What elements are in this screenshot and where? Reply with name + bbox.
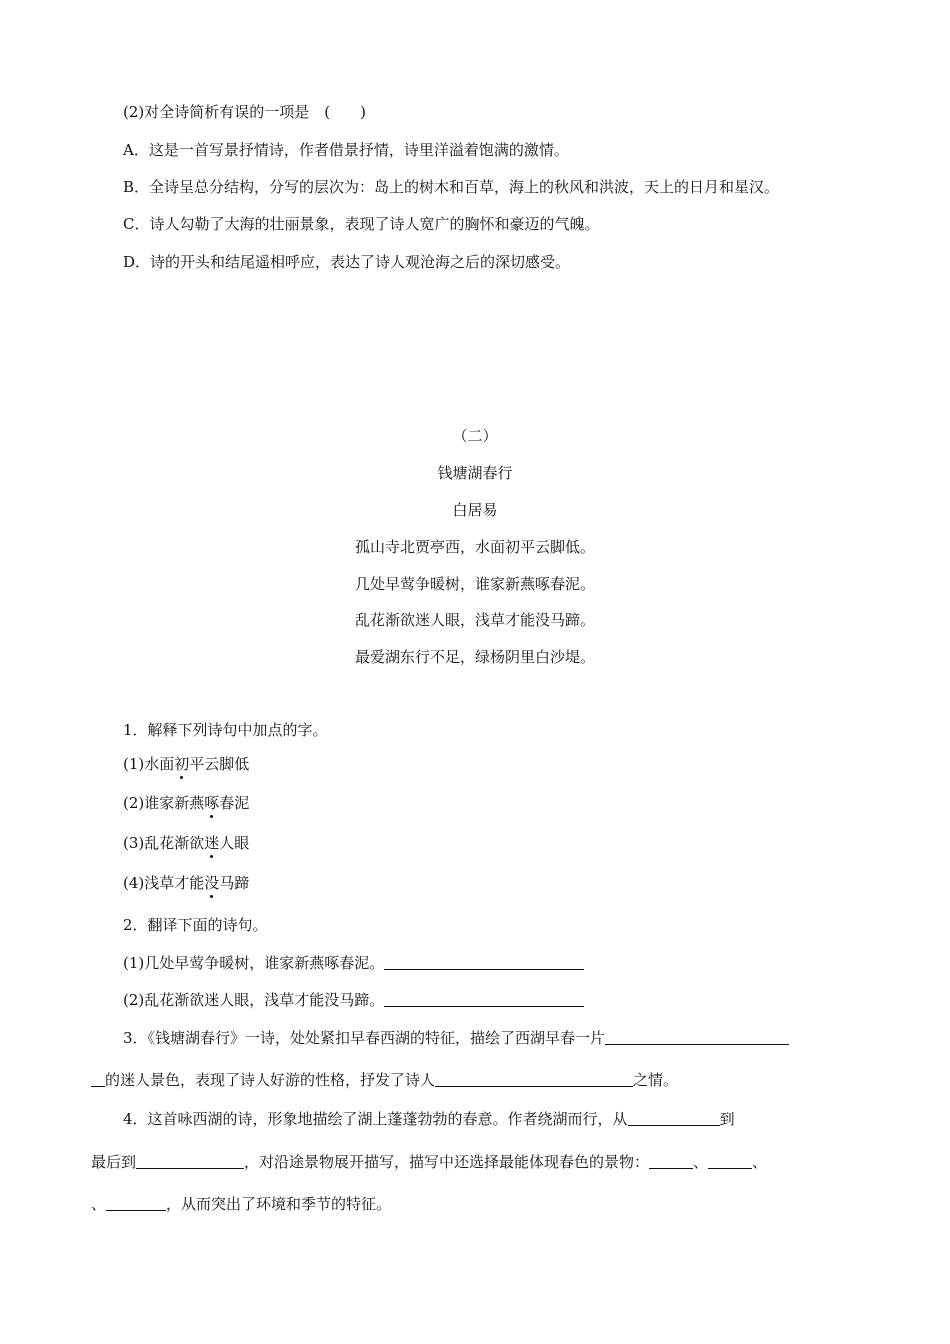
option-a: A．这是一首写景抒情诗，作者借景抒情，诗里洋溢着饱满的激情。 — [123, 141, 569, 159]
poem-line: 最爱湖东行不足，绿杨阴里白沙堤。 — [354, 648, 595, 666]
emphasis-dot-char: 啄 — [204, 794, 220, 812]
answer-blank[interactable] — [106, 1194, 166, 1211]
answer-blank[interactable] — [649, 1152, 693, 1169]
q3-line-1: 3．《钱塘湖春行》一诗，处处紧扣早春西湖的特征，描绘了西湖早春一片 — [123, 1027, 789, 1049]
answer-blank[interactable] — [136, 1152, 244, 1169]
poem-author: 白居易 — [452, 501, 498, 519]
poem-line: 乱花渐欲迷人眼，浅草才能没马蹄。 — [354, 611, 595, 629]
q1-item: (2)谁家新燕啄春泥 — [123, 794, 250, 812]
emphasis-dot-char: 初 — [174, 755, 190, 773]
poem-title: 钱塘湖春行 — [437, 464, 513, 482]
q4-line-3: 、 ，从而突出了环境和季节的特征。 — [91, 1195, 392, 1213]
answer-blank[interactable] — [384, 953, 584, 970]
emphasis-dot-char: 迷 — [204, 834, 220, 852]
poem-line: 孤山寺北贾亭西，水面初平云脚低。 — [354, 538, 595, 556]
answer-blank[interactable] — [628, 1109, 720, 1126]
option-c: C．诗人勾勒了大海的壮丽景象，表现了诗人宽广的胸怀和豪迈的气魄。 — [123, 215, 600, 233]
q1-stem: 1．解释下列诗句中加点的字。 — [123, 721, 328, 739]
q2-item: (1)几处早莺争暖树，谁家新燕啄春泥。 — [123, 952, 584, 974]
answer-blank[interactable] — [605, 1028, 789, 1045]
q2-item: (2)乱花渐欲迷人眼，浅草才能没马蹄。 — [123, 989, 584, 1011]
option-d: D．诗的开头和结尾遥相呼应，表达了诗人观沧海之后的深切感受。 — [123, 253, 571, 271]
section-label: （二） — [452, 427, 498, 445]
q1-item: (1)水面初平云脚低 — [123, 755, 250, 773]
emphasis-dot-char: 没 — [204, 874, 220, 892]
q4-line-2: 最后到 ，对沿途景物展开描写，描写中还选择最能体现春色的景物： 、 、 — [91, 1153, 768, 1171]
answer-blank-continuation[interactable] — [91, 1070, 105, 1087]
poem-line: 几处早莺争暖树，谁家新燕啄春泥。 — [354, 575, 595, 593]
answer-blank[interactable] — [435, 1070, 633, 1087]
q3-line-2: 的迷人景色，表现了诗人好游的性格，抒发了诗人 之情。 — [91, 1069, 678, 1091]
q1-item: (4)浅草才能没马蹄 — [123, 874, 250, 892]
answer-blank[interactable] — [384, 990, 584, 1007]
q2-stem: 2．翻译下面的诗句。 — [123, 916, 268, 934]
answer-blank[interactable] — [708, 1152, 752, 1169]
q1-item: (3)乱花渐欲迷人眼 — [123, 834, 250, 852]
option-b: B．全诗呈总分结构，分写的层次为：岛上的树木和百草，海上的秋风和洪波，天上的日月和星汉。 — [123, 178, 780, 196]
q4-line-1: 4．这首咏西湖的诗，形象地描绘了湖上蓬蓬勃勃的春意。作者绕湖而行，从 到 — [123, 1110, 735, 1128]
question-2-stem: (2)对全诗简析有误的一项是 ( ) — [123, 103, 366, 121]
